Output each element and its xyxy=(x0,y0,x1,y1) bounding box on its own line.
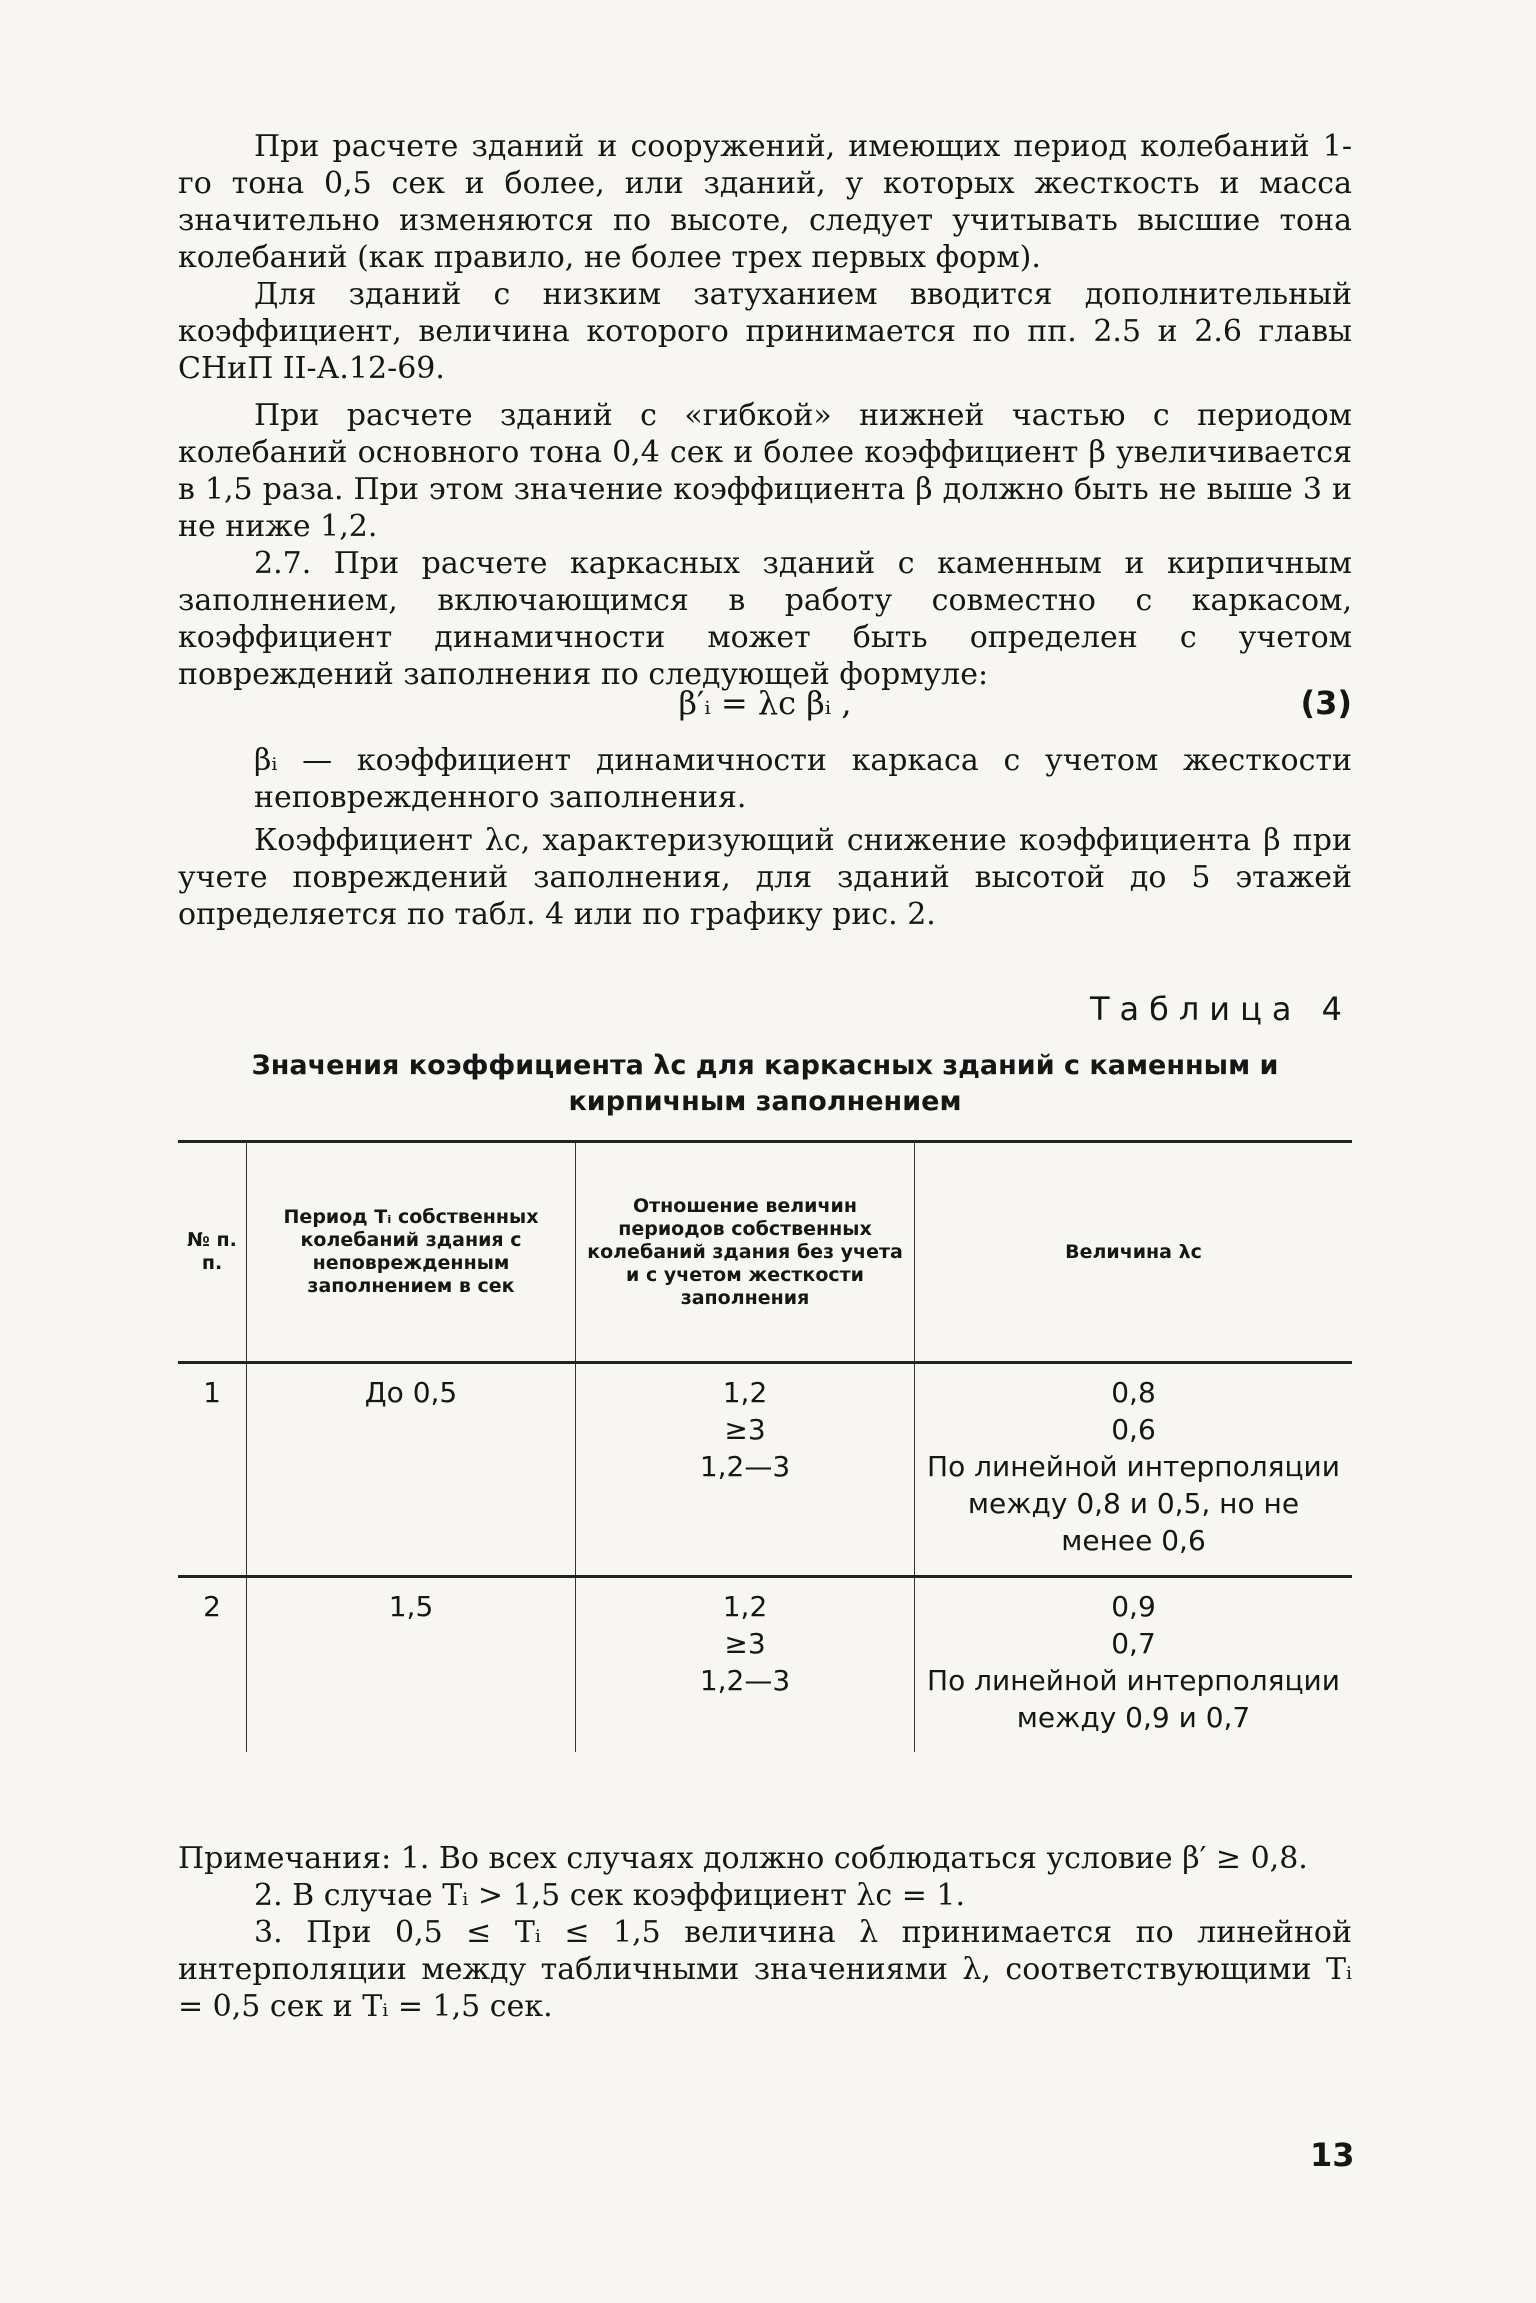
table-row xyxy=(178,1577,1352,1753)
lambda-value: 0,7 xyxy=(1111,1627,1156,1660)
header-number: № п. п. xyxy=(178,1142,247,1363)
paragraph-5: Коэффициент λc, характеризующий снижение коэффициента β при учете повреждений заполнения, для зданий высотой до 5 этажей определяется по табл. 4 или по графику рис. 2. xyxy=(178,823,1352,932)
definition-beta: βᵢ — коэффициент динамичности каркаса с учетом жесткости неповрежденного заполнения. xyxy=(254,743,1352,815)
cell-values xyxy=(915,1363,1353,1577)
note-3: 3. При 0,5 ≤ Tᵢ ≤ 1,5 величина λ принимается по линейной интерполяции между табличными значениями λ, соответствующими Tᵢ = 0,5 сек и Tᵢ = 1,5 сек. xyxy=(178,1915,1352,2024)
cell-ratios xyxy=(576,1577,915,1753)
text-block-mid xyxy=(178,742,1352,933)
note-2: 2. В случае Tᵢ > 1,5 сек коэффициент λc = 1. xyxy=(254,1878,965,1913)
ratio-value: 1,2—3 xyxy=(699,1664,791,1697)
cell-number: 1 xyxy=(178,1363,247,1577)
page-number: 13 xyxy=(1310,2136,1355,2174)
paragraph-2: Для зданий с низким затуханием вводится дополнительный коэффициент, величина которого принимается по пп. 2.5 и 2.6 главы СНиП II-А.12-69. xyxy=(178,277,1352,386)
formula-3 xyxy=(178,680,1352,730)
table-notes xyxy=(178,1840,1352,2025)
lambda-value: 0,6 xyxy=(1111,1413,1156,1446)
paragraph-3: При расчете зданий с «гибкой» нижней частью с периодом колебаний основного тона 0,4 сек и более коэффициент β увеличивается в 1,5 раза. При этом значение коэффициента β должно быть не выше 3 и не ниже 1,2. xyxy=(178,398,1352,544)
lambda-value: 0,8 xyxy=(1111,1376,1156,1409)
ratio-value: 1,2 xyxy=(722,1590,768,1623)
header-ratio: Отношение величин периодов собственных колебаний здания без учета и с учетом жесткости заполнения xyxy=(576,1142,915,1363)
ratio-value: 1,2—3 xyxy=(699,1450,791,1483)
cell-period: До 0,5 xyxy=(247,1363,576,1577)
text-block-top xyxy=(178,128,1352,693)
cell-ratios xyxy=(576,1363,915,1577)
cell-number: 2 xyxy=(203,1590,221,1623)
lambda-value: 0,9 xyxy=(1111,1590,1156,1623)
ratio-value: 1,2 xyxy=(722,1376,768,1409)
formula-expression: β′ᵢ = λc βᵢ , xyxy=(678,684,852,722)
header-lambda: Величина λc xyxy=(915,1142,1353,1363)
cell-period: 1,5 xyxy=(247,1577,576,1753)
table-title: Значения коэффициента λc для каркасных зданий с каменным и кирпичным заполнением xyxy=(251,1050,1279,1117)
paragraph-4: 2.7. При расчете каркасных зданий с каменным и кирпичным заполнением, включающимся в работу совместно с каркасом, коэффициент динамичности может быть определен с учетом повреждений заполнения по следующей формуле: xyxy=(178,546,1352,692)
cell-values xyxy=(915,1577,1353,1753)
lambda-note: По линейной интерполяции между 0,9 и 0,7 xyxy=(927,1664,1340,1734)
table-header-row xyxy=(178,1142,1352,1363)
note-1: Примечания: 1. Во всех случаях должно соблюдаться условие β′ ≥ 0,8. xyxy=(178,1841,1308,1876)
formula-number: (3) xyxy=(1300,684,1352,722)
coefficient-table xyxy=(178,1140,1352,1752)
table-caption xyxy=(178,990,1352,1120)
lambda-note: По линейной интерполяции между 0,8 и 0,5, но не менее 0,6 xyxy=(927,1450,1340,1557)
table-row xyxy=(178,1363,1352,1577)
ratio-value: ≥3 xyxy=(724,1627,766,1660)
header-period: Период Tᵢ собственных колебаний здания с неповрежденным заполнением в сек xyxy=(247,1142,576,1363)
paragraph-1: При расчете зданий и сооружений, имеющих период колебаний 1-го тона 0,5 сек и более, или зданий, у которых жесткость и масса значительно изменяются по высоте, следует учитывать высшие тона колебаний (как правило, не более трех первых форм). xyxy=(178,129,1352,275)
ratio-value: ≥3 xyxy=(724,1413,766,1446)
table-label: Таблица 4 xyxy=(1089,990,1352,1028)
